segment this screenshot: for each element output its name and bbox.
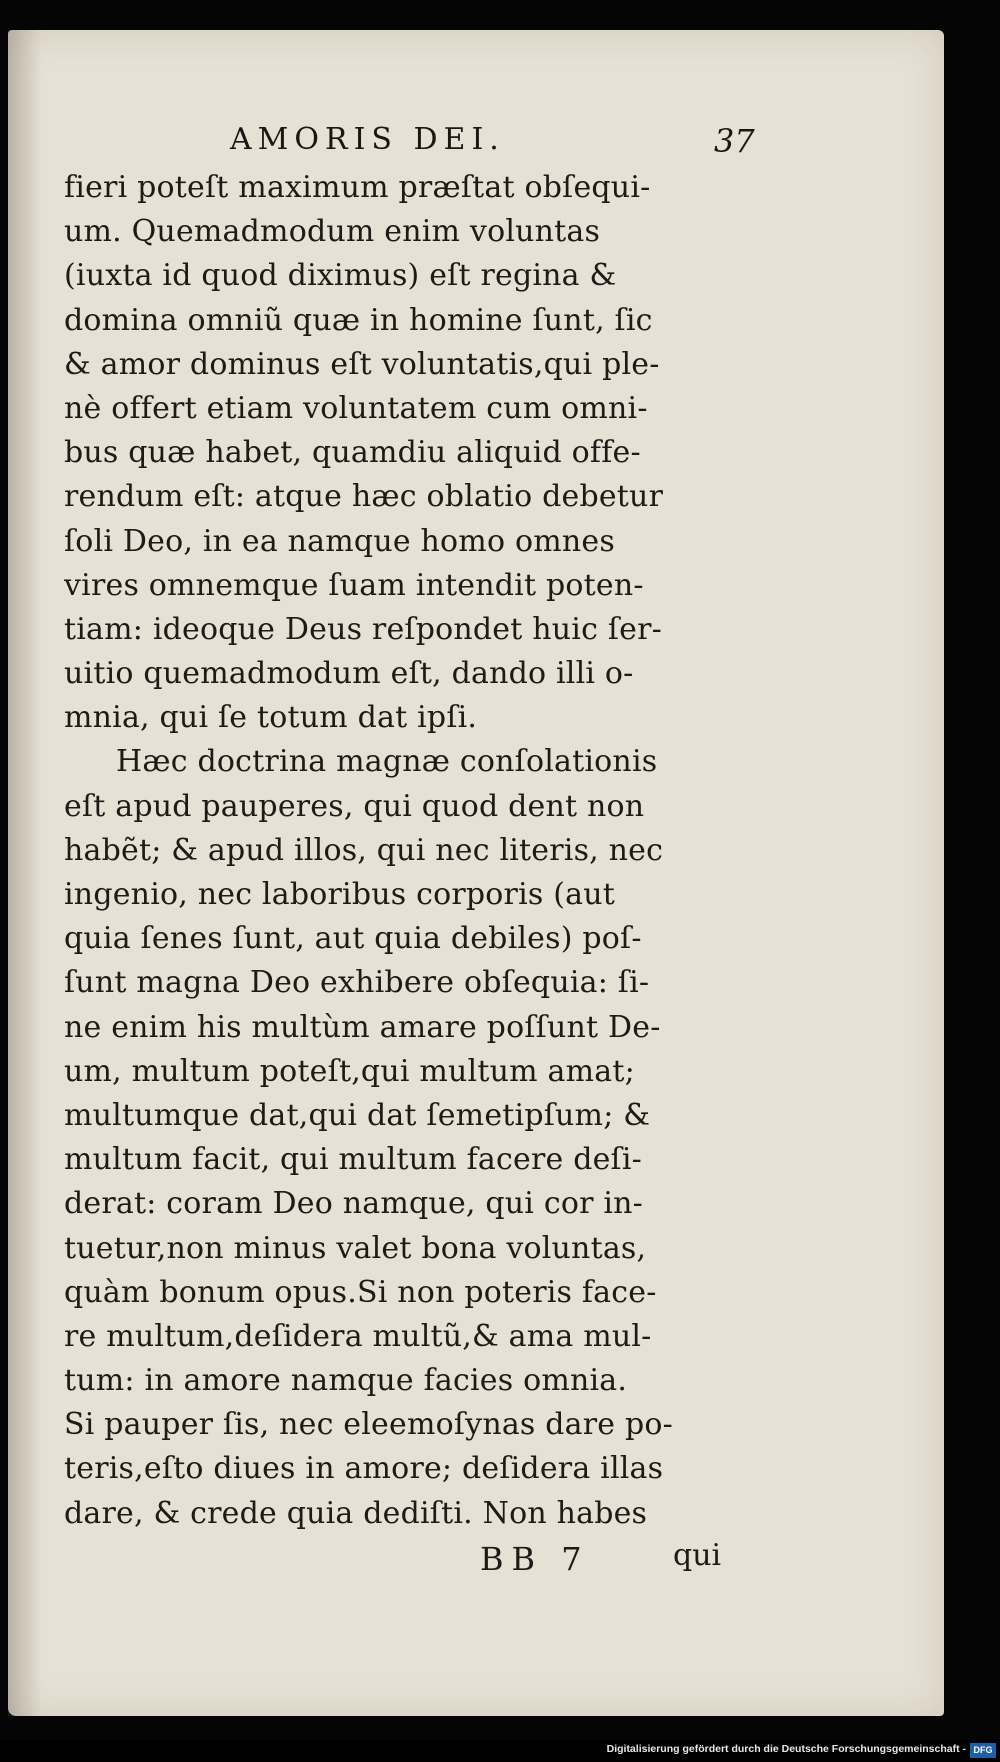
text-line: & amor dominus eſt voluntatis,qui ple- xyxy=(64,346,660,382)
book-page xyxy=(8,30,944,1716)
text-line: bus quæ habet, quamdiu aliquid offe- xyxy=(64,435,641,471)
text-line: multumque dat,qui dat ſemetipſum; & xyxy=(64,1097,651,1133)
text-line: tum: in amore namque facies omnia. xyxy=(64,1363,628,1399)
page-number: 37 xyxy=(714,122,755,160)
running-header: AMORIS DEI. xyxy=(230,122,505,157)
text-line: eſt apud pauperes, qui quod dent non xyxy=(64,788,645,824)
text-line: habẽt; & apud illos, qui nec literis, nec xyxy=(64,832,664,868)
text-line: quàm bonum opus.Si non poteris face- xyxy=(64,1274,657,1310)
text-line: ingenio, nec laboribus corporis (aut xyxy=(64,877,615,912)
text-line: teris,eſto diues in amore; deſidera illas xyxy=(64,1451,664,1487)
text-line: dare, & crede quia dediſti. Non habes xyxy=(64,1495,648,1531)
text-line: multum facit, qui multum facere deſi- xyxy=(64,1142,642,1178)
text-line: Hæc doctrina magnæ conſolationis xyxy=(116,744,658,780)
text-line: ſoli Deo, in ea namque homo omnes xyxy=(64,523,615,559)
text-line: rendum eſt: atque hæc oblatio debetur xyxy=(64,479,664,515)
text-line: Si pauper ſis, nec eleemoſynas dare po- xyxy=(64,1407,673,1443)
text-line: quia ſenes ſunt, aut quia debiles) poſ- xyxy=(64,921,642,957)
text-line: derat: coram Deo namque, qui cor in- xyxy=(64,1186,644,1222)
text-line: ſunt magna Deo exhibere obſequia: ſi- xyxy=(64,965,650,1001)
digitization-footer xyxy=(0,1740,1000,1762)
dfg-logo: DFG xyxy=(970,1743,996,1758)
text-line: uitio quemadmodum eſt, dando illi o- xyxy=(64,656,634,692)
page-gutter-shadow xyxy=(8,30,42,1716)
text-line: ne enim his multùm amare poſſunt De- xyxy=(64,1009,661,1045)
signature-mark: BB 7 xyxy=(480,1540,590,1578)
text-line: tiam: ideoque Deus reſpondet huic ſer- xyxy=(64,611,662,647)
body-text xyxy=(64,166,732,1536)
text-line: um. Quemadmodum enim voluntas xyxy=(64,214,601,250)
text-line: mnia, qui ſe totum dat ipſi. xyxy=(64,700,478,736)
text-line: tuetur,non minus valet bona voluntas, xyxy=(64,1230,647,1266)
text-line: (iuxta id quod diximus) eſt regina & xyxy=(64,258,617,294)
funding-credit: Digitalisierung gefördert durch die Deutsche Forschungsgemeinschaft - xyxy=(606,1743,966,1755)
catchword: qui xyxy=(673,1538,722,1573)
text-line: fieri poteſt maximum præſtat obſequi- xyxy=(64,170,651,205)
text-line: nè offert etiam voluntatem cum omni- xyxy=(64,390,648,426)
text-line: vires omnemque ſuam intendit poten- xyxy=(64,567,644,603)
text-line: um, multum poteſt,qui multum amat; xyxy=(64,1053,635,1089)
text-line: domina omniũ quæ in homine ſunt, ſic xyxy=(64,302,653,338)
text-line: re multum,deſidera multũ,& ama mul- xyxy=(64,1318,652,1354)
